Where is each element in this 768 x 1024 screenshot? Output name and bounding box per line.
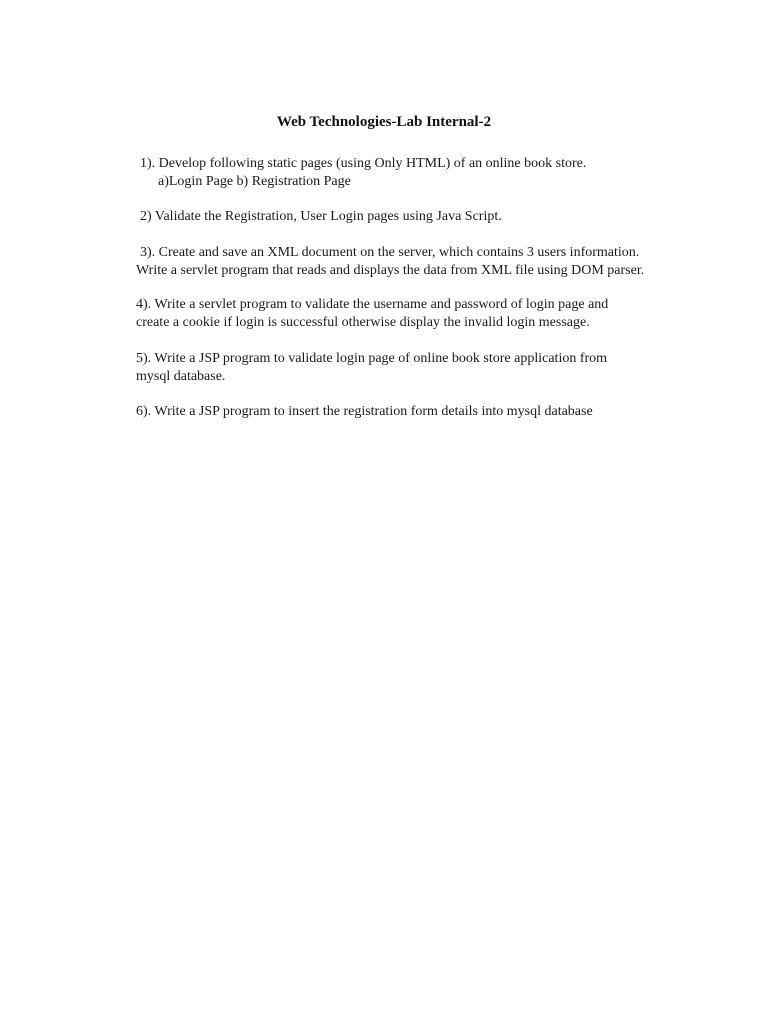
item-5-line-2: mysql database. (136, 369, 226, 384)
item-5-line-1: 5). Write a JSP program to validate login page of online book store application from (136, 351, 608, 366)
item-6-line-1: 6). Write a JSP program to insert the registration form details into mysql database (136, 404, 593, 419)
item-2-line-1: 2) Validate the Registration, User Login pages using Java Script. (140, 209, 502, 224)
item-4-line-2: create a cookie if login is successful otherwise display the invalid login message. (136, 315, 590, 330)
item-3-line-1: 3). Create and save an XML document on the server, which contains 3 users information. (140, 245, 640, 260)
item-3-line-2: Write a servlet program that reads and displays the data from XML file using DOM parser. (136, 263, 645, 278)
item-4-line-1: 4). Write a servlet program to validate the username and password of login page and (136, 297, 609, 312)
item-1-line-1: 1). Develop following static pages (using Only HTML) of an online book store. (140, 156, 587, 171)
document-title: Web Technologies-Lab Internal-2 (276, 114, 492, 130)
item-1-line-2: a)Login Page b) Registration Page (158, 174, 351, 189)
